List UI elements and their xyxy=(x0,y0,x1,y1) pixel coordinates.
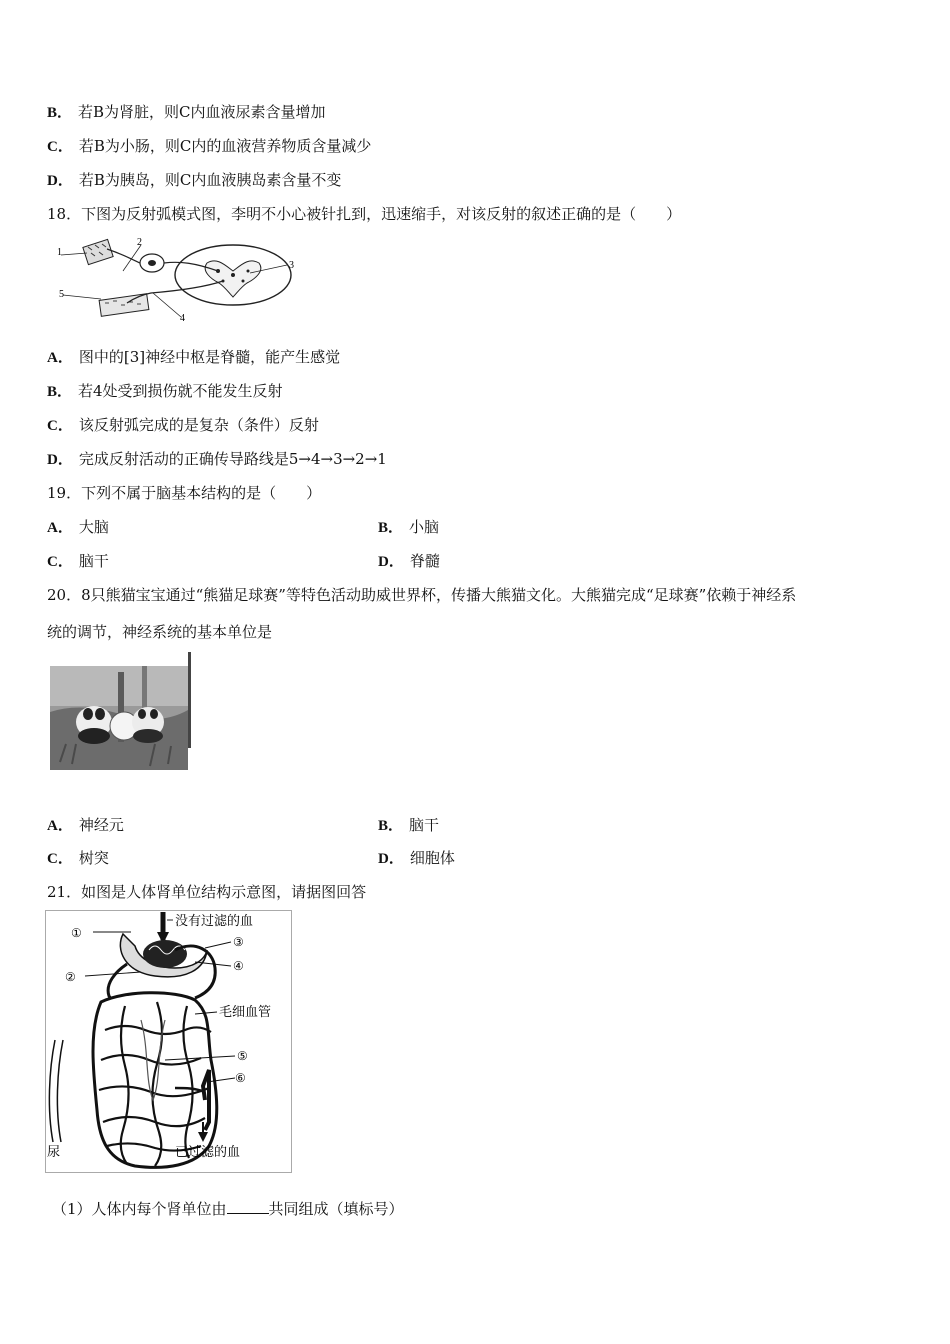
option-text: 小脑 xyxy=(409,518,440,536)
reflex-label-5: 5 xyxy=(59,289,64,300)
option-text: 图中的[3]神经中枢是脊髓，能产生感觉 xyxy=(78,348,341,366)
option-label: C． xyxy=(47,851,73,867)
option-label: D． xyxy=(47,173,73,189)
sub1-prefix: （1）人体内每个肾单位由 xyxy=(52,1200,227,1218)
option-label: A． xyxy=(47,520,73,536)
urine-label: 尿 xyxy=(47,1145,61,1160)
nephron-label-5: ⑤ xyxy=(237,1049,248,1063)
nephron-label-6: ⑥ xyxy=(235,1071,246,1085)
q20-option-d xyxy=(378,848,455,869)
option-label: C． xyxy=(47,139,73,155)
q21-stem: 21．如图是人体肾单位结构示意图，请据图回答 xyxy=(47,883,367,901)
option-text: 神经元 xyxy=(78,816,124,834)
reflex-label-1: 1 xyxy=(57,247,62,258)
q19-option-d xyxy=(378,551,440,572)
option-label: B． xyxy=(378,520,404,536)
q21-sub1 xyxy=(52,1199,404,1219)
option-text: 若4处受到损伤就不能发生反射 xyxy=(78,382,283,400)
option-text: 脊髓 xyxy=(409,552,440,570)
option-text: 若B为小肠，则C内的血液营养物质含量减少 xyxy=(78,137,372,155)
nephron-label-4: ④ xyxy=(233,959,244,973)
reflex-label-2: 2 xyxy=(137,237,142,248)
q19-stem: 19．下列不属于脑基本结构的是（ ） xyxy=(47,484,322,502)
option-label: B． xyxy=(47,384,73,400)
option-text: 树突 xyxy=(78,849,109,867)
nephron-label-3: ③ xyxy=(233,935,244,949)
reflex-label-3: 3 xyxy=(289,260,294,271)
nephron-label-1: ① xyxy=(71,926,82,940)
reflex-label-4: 4 xyxy=(180,313,185,324)
panda-photo xyxy=(50,652,195,772)
option-label: B． xyxy=(378,818,404,834)
option-label: B． xyxy=(47,105,73,121)
q17-option-c xyxy=(47,136,371,157)
q18-option-c xyxy=(47,415,319,436)
option-label: D． xyxy=(378,851,404,867)
option-text: 完成反射活动的正确传导路线是5→4→3→2→1 xyxy=(78,450,387,468)
option-label: A． xyxy=(47,818,73,834)
nephron-figure xyxy=(45,910,293,1174)
q20-stem-line2: 统的调节，神经系统的基本单位是 xyxy=(47,623,273,641)
filtered-blood-label: 已过滤的血 xyxy=(175,1145,241,1160)
q18-option-b xyxy=(47,381,283,402)
q19-option-c xyxy=(47,551,109,572)
option-text: 细胞体 xyxy=(409,849,455,867)
q19-option-b xyxy=(378,517,439,538)
q20-option-c xyxy=(47,848,109,869)
answer-blank[interactable] xyxy=(227,1199,269,1214)
option-text: 该反射弧完成的是复杂（条件）反射 xyxy=(78,416,319,434)
unfiltered-blood-label: 没有过滤的血 xyxy=(175,914,254,929)
q17-option-d xyxy=(47,170,341,191)
q18-stem: 18．下图为反射弧模式图，李明不小心被针扎到，迅速缩手，对该反射的叙述正确的是（ ） xyxy=(47,205,682,223)
q20-stem-line1: 20．8只熊猫宝宝通过“熊猫足球赛”等特色活动助威世界杯，传播大熊猫文化。大熊猫完成“足球赛”依赖于神经系 xyxy=(47,586,797,604)
q20-option-b xyxy=(378,815,439,836)
option-label: D． xyxy=(47,452,73,468)
option-text: 若B为肾脏，则C内血液尿素含量增加 xyxy=(78,103,326,121)
sub1-suffix: 共同组成（填标号） xyxy=(268,1200,404,1218)
option-label: D． xyxy=(378,554,404,570)
option-text: 脑干 xyxy=(78,552,109,570)
option-text: 大脑 xyxy=(78,518,109,536)
q17-option-b xyxy=(47,102,326,123)
option-text: 若B为胰岛，则C内血液胰岛素含量不变 xyxy=(78,171,342,189)
option-label: A． xyxy=(47,350,73,366)
nephron-label-2: ② xyxy=(65,970,76,984)
q18-option-d xyxy=(47,449,387,470)
reflex-arc-figure xyxy=(55,235,315,325)
q19-option-a xyxy=(47,517,109,538)
q18-option-a xyxy=(47,347,340,368)
option-text: 脑干 xyxy=(409,816,440,834)
option-label: C． xyxy=(47,418,73,434)
capillary-label: 毛细血管 xyxy=(219,1005,272,1020)
q20-option-a xyxy=(47,815,124,836)
option-label: C． xyxy=(47,554,73,570)
